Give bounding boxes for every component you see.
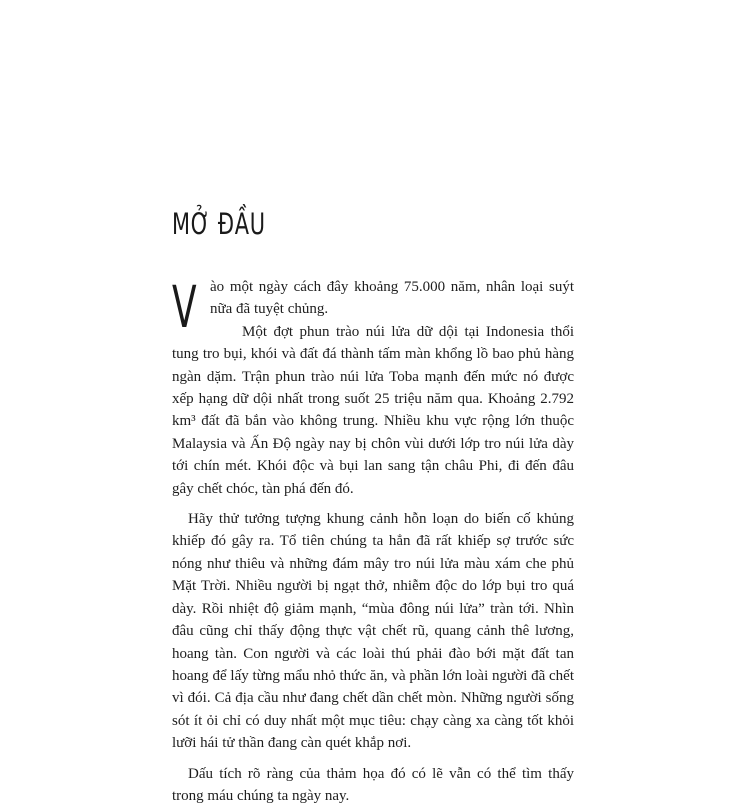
paragraph-1 [172, 273, 574, 341]
paragraph-2: Một đợt phun trào núi lửa dữ dội tại Indonesia thổi tung tro bụi, khói và đất đá thành tấm màn khổng lồ bao phủ hàng ngàn dặm. Trận phun trào núi lửa Toba mạnh đến mức nó được xếp hạng dữ dội nhất trong suốt 25 triệu năm qua. Khoảng 2.792 km³ đất đã bắn vào không trung. Nhiều khu vực rộng lớn thuộc Malaysia và Ấn Độ ngày nay bị chôn vùi dưới lớp tro núi lửa dày tới chín mét. Khói độc và bụi lan sang tận châu Phi, đi đến đâu gây chết chóc, tàn phá đến đó. [172, 323, 574, 497]
chapter-body [172, 273, 574, 807]
paragraph-3: Hãy thử tưởng tượng khung cảnh hỗn loạn do biến cố khủng khiếp đó gây ra. Tổ tiên chúng ta hẳn đã rất khiếp sợ trước sức nóng như thiêu và những đám mây tro núi lửa màu xám che phủ Mặt Trời. Nhiều người bị ngạt thở, nhiễm độc do lớp bụi tro quá dày. Rồi nhiệt độ giảm mạnh, “mùa đông núi lửa” tràn tới. Nhìn đâu cũng chỉ thấy động thực vật chết rũ, quang cảnh thê lương, hoang tàn. Con người và các loài thú phải đào bới mặt đất tan hoang để lấy từng mẩu nhỏ thức ăn, và phần lớn loài người đã chết vì đói. Cả địa cầu như đang chết dần chết mòn. Những người sống sót ít ỏi chỉ có duy nhất một mục tiêu: chạy càng xa càng tốt khỏi lưỡi hái tử thần đang càn quét khắp nơi. [172, 511, 574, 752]
paragraph-1-text: ào một ngày cách đây khoảng 75.000 năm, nhân loại suýt nữa đã tuyệt chủng. [210, 279, 574, 318]
paragraph-4: Dấu tích rõ ràng của thảm họa đó có lẽ vẫn có thể tìm thấy trong máu chúng ta ngày nay. [172, 765, 574, 804]
chapter-title: MỞ ĐẦU [172, 207, 266, 241]
drop-cap: V [172, 273, 197, 341]
